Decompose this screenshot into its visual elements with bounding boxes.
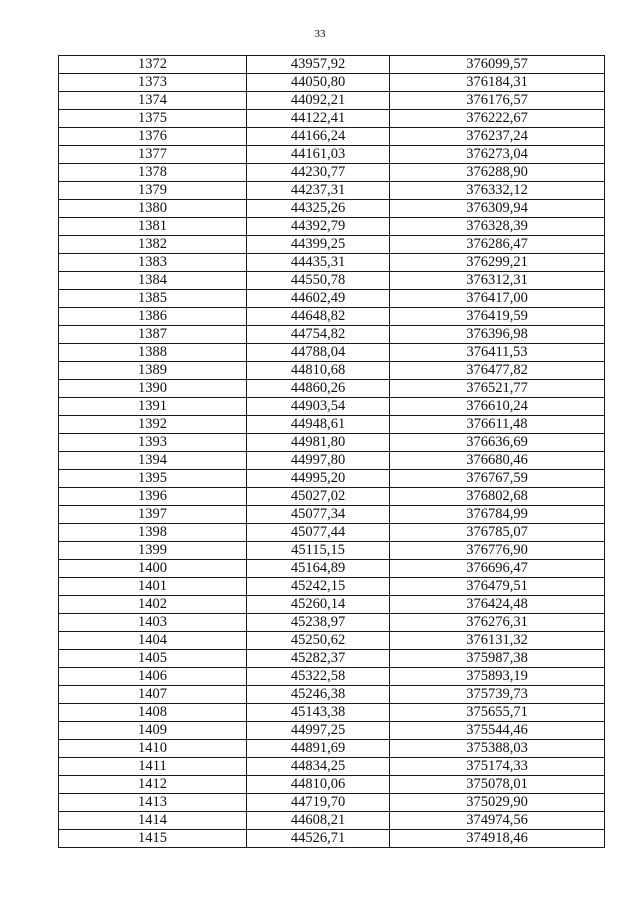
table-row bbox=[59, 506, 605, 524]
table-row bbox=[59, 722, 605, 740]
point-number-cell: 1411 bbox=[59, 758, 247, 776]
y-coordinate-cell: 376680,46 bbox=[390, 452, 605, 470]
x-coordinate-cell: 44754,82 bbox=[247, 326, 390, 344]
point-number-cell: 1413 bbox=[59, 794, 247, 812]
point-number-cell: 1381 bbox=[59, 218, 247, 236]
table-row bbox=[59, 416, 605, 434]
y-coordinate-cell: 376309,94 bbox=[390, 200, 605, 218]
x-coordinate-cell: 45260,14 bbox=[247, 596, 390, 614]
coordinates-table bbox=[58, 55, 605, 848]
table-row bbox=[59, 380, 605, 398]
point-number-cell: 1387 bbox=[59, 326, 247, 344]
y-coordinate-cell: 376288,90 bbox=[390, 164, 605, 182]
y-coordinate-cell: 376276,31 bbox=[390, 614, 605, 632]
x-coordinate-cell: 44997,80 bbox=[247, 452, 390, 470]
table-row bbox=[59, 632, 605, 650]
table-row bbox=[59, 524, 605, 542]
y-coordinate-cell: 375078,01 bbox=[390, 776, 605, 794]
x-coordinate-cell: 44526,71 bbox=[247, 830, 390, 848]
point-number-cell: 1403 bbox=[59, 614, 247, 632]
point-number-cell: 1397 bbox=[59, 506, 247, 524]
x-coordinate-cell: 44122,41 bbox=[247, 110, 390, 128]
y-coordinate-cell: 376286,47 bbox=[390, 236, 605, 254]
table-row bbox=[59, 434, 605, 452]
x-coordinate-cell: 44995,20 bbox=[247, 470, 390, 488]
y-coordinate-cell: 376131,32 bbox=[390, 632, 605, 650]
x-coordinate-cell: 45282,37 bbox=[247, 650, 390, 668]
y-coordinate-cell: 376184,31 bbox=[390, 74, 605, 92]
table-row bbox=[59, 128, 605, 146]
x-coordinate-cell: 44092,21 bbox=[247, 92, 390, 110]
x-coordinate-cell: 44050,80 bbox=[247, 74, 390, 92]
table-row bbox=[59, 146, 605, 164]
y-coordinate-cell: 376767,59 bbox=[390, 470, 605, 488]
point-number-cell: 1400 bbox=[59, 560, 247, 578]
y-coordinate-cell: 376237,24 bbox=[390, 128, 605, 146]
point-number-cell: 1386 bbox=[59, 308, 247, 326]
point-number-cell: 1399 bbox=[59, 542, 247, 560]
page-number: 33 bbox=[314, 28, 326, 40]
table-row bbox=[59, 542, 605, 560]
x-coordinate-cell: 43957,92 bbox=[247, 56, 390, 74]
y-coordinate-cell: 374974,56 bbox=[390, 812, 605, 830]
x-coordinate-cell: 44719,70 bbox=[247, 794, 390, 812]
table-row bbox=[59, 326, 605, 344]
point-number-cell: 1407 bbox=[59, 686, 247, 704]
y-coordinate-cell: 376328,39 bbox=[390, 218, 605, 236]
point-number-cell: 1372 bbox=[59, 56, 247, 74]
table-row bbox=[59, 362, 605, 380]
point-number-cell: 1376 bbox=[59, 128, 247, 146]
x-coordinate-cell: 44237,31 bbox=[247, 182, 390, 200]
y-coordinate-cell: 375388,03 bbox=[390, 740, 605, 758]
point-number-cell: 1380 bbox=[59, 200, 247, 218]
table-row bbox=[59, 74, 605, 92]
x-coordinate-cell: 44399,25 bbox=[247, 236, 390, 254]
x-coordinate-cell: 44230,77 bbox=[247, 164, 390, 182]
table-row bbox=[59, 110, 605, 128]
table-row bbox=[59, 272, 605, 290]
x-coordinate-cell: 44392,79 bbox=[247, 218, 390, 236]
point-number-cell: 1412 bbox=[59, 776, 247, 794]
y-coordinate-cell: 376332,12 bbox=[390, 182, 605, 200]
table-row bbox=[59, 776, 605, 794]
x-coordinate-cell: 45077,44 bbox=[247, 524, 390, 542]
x-coordinate-cell: 44550,78 bbox=[247, 272, 390, 290]
table-row bbox=[59, 92, 605, 110]
point-number-cell: 1398 bbox=[59, 524, 247, 542]
table-row bbox=[59, 812, 605, 830]
point-number-cell: 1408 bbox=[59, 704, 247, 722]
x-coordinate-cell: 44161,03 bbox=[247, 146, 390, 164]
x-coordinate-cell: 44834,25 bbox=[247, 758, 390, 776]
table-row bbox=[59, 452, 605, 470]
point-number-cell: 1374 bbox=[59, 92, 247, 110]
table-row bbox=[59, 740, 605, 758]
point-number-cell: 1402 bbox=[59, 596, 247, 614]
y-coordinate-cell: 376776,90 bbox=[390, 542, 605, 560]
table-row bbox=[59, 218, 605, 236]
table-row bbox=[59, 578, 605, 596]
table-row bbox=[59, 668, 605, 686]
table-row bbox=[59, 164, 605, 182]
table-row bbox=[59, 344, 605, 362]
table-row bbox=[59, 182, 605, 200]
x-coordinate-cell: 44608,21 bbox=[247, 812, 390, 830]
y-coordinate-cell: 375544,46 bbox=[390, 722, 605, 740]
x-coordinate-cell: 45322,58 bbox=[247, 668, 390, 686]
y-coordinate-cell: 375029,90 bbox=[390, 794, 605, 812]
point-number-cell: 1378 bbox=[59, 164, 247, 182]
x-coordinate-cell: 45250,62 bbox=[247, 632, 390, 650]
point-number-cell: 1393 bbox=[59, 434, 247, 452]
point-number-cell: 1382 bbox=[59, 236, 247, 254]
y-coordinate-cell: 375174,33 bbox=[390, 758, 605, 776]
point-number-cell: 1404 bbox=[59, 632, 247, 650]
y-coordinate-cell: 375655,71 bbox=[390, 704, 605, 722]
y-coordinate-cell: 376785,07 bbox=[390, 524, 605, 542]
table-row bbox=[59, 398, 605, 416]
y-coordinate-cell: 376784,99 bbox=[390, 506, 605, 524]
x-coordinate-cell: 44810,06 bbox=[247, 776, 390, 794]
table-row bbox=[59, 254, 605, 272]
point-number-cell: 1405 bbox=[59, 650, 247, 668]
y-coordinate-cell: 376477,82 bbox=[390, 362, 605, 380]
x-coordinate-cell: 45027,02 bbox=[247, 488, 390, 506]
y-coordinate-cell: 376610,24 bbox=[390, 398, 605, 416]
table-row bbox=[59, 560, 605, 578]
y-coordinate-cell: 376411,53 bbox=[390, 344, 605, 362]
table-row bbox=[59, 830, 605, 848]
table-row bbox=[59, 704, 605, 722]
x-coordinate-cell: 45246,38 bbox=[247, 686, 390, 704]
table-row bbox=[59, 470, 605, 488]
point-number-cell: 1388 bbox=[59, 344, 247, 362]
table-row bbox=[59, 686, 605, 704]
table-row bbox=[59, 650, 605, 668]
y-coordinate-cell: 376299,21 bbox=[390, 254, 605, 272]
y-coordinate-cell: 376479,51 bbox=[390, 578, 605, 596]
point-number-cell: 1409 bbox=[59, 722, 247, 740]
point-number-cell: 1377 bbox=[59, 146, 247, 164]
x-coordinate-cell: 44948,61 bbox=[247, 416, 390, 434]
y-coordinate-cell: 376424,48 bbox=[390, 596, 605, 614]
y-coordinate-cell: 376417,00 bbox=[390, 290, 605, 308]
table-row bbox=[59, 308, 605, 326]
table-row bbox=[59, 794, 605, 812]
table-row bbox=[59, 236, 605, 254]
x-coordinate-cell: 44997,25 bbox=[247, 722, 390, 740]
y-coordinate-cell: 376176,57 bbox=[390, 92, 605, 110]
y-coordinate-cell: 376636,69 bbox=[390, 434, 605, 452]
x-coordinate-cell: 44435,31 bbox=[247, 254, 390, 272]
y-coordinate-cell: 375739,73 bbox=[390, 686, 605, 704]
point-number-cell: 1392 bbox=[59, 416, 247, 434]
x-coordinate-cell: 45077,34 bbox=[247, 506, 390, 524]
y-coordinate-cell: 376312,31 bbox=[390, 272, 605, 290]
x-coordinate-cell: 45115,15 bbox=[247, 542, 390, 560]
x-coordinate-cell: 44860,26 bbox=[247, 380, 390, 398]
x-coordinate-cell: 45238,97 bbox=[247, 614, 390, 632]
y-coordinate-cell: 376696,47 bbox=[390, 560, 605, 578]
x-coordinate-cell: 44602,49 bbox=[247, 290, 390, 308]
table-row bbox=[59, 200, 605, 218]
x-coordinate-cell: 44648,82 bbox=[247, 308, 390, 326]
y-coordinate-cell: 374918,46 bbox=[390, 830, 605, 848]
point-number-cell: 1385 bbox=[59, 290, 247, 308]
point-number-cell: 1373 bbox=[59, 74, 247, 92]
point-number-cell: 1396 bbox=[59, 488, 247, 506]
y-coordinate-cell: 376611,48 bbox=[390, 416, 605, 434]
y-coordinate-cell: 376396,98 bbox=[390, 326, 605, 344]
table-row bbox=[59, 758, 605, 776]
x-coordinate-cell: 44788,04 bbox=[247, 344, 390, 362]
x-coordinate-cell: 44903,54 bbox=[247, 398, 390, 416]
table-row bbox=[59, 596, 605, 614]
point-number-cell: 1383 bbox=[59, 254, 247, 272]
point-number-cell: 1391 bbox=[59, 398, 247, 416]
point-number-cell: 1395 bbox=[59, 470, 247, 488]
x-coordinate-cell: 44325,26 bbox=[247, 200, 390, 218]
y-coordinate-cell: 376099,57 bbox=[390, 56, 605, 74]
point-number-cell: 1394 bbox=[59, 452, 247, 470]
x-coordinate-cell: 44981,80 bbox=[247, 434, 390, 452]
table-row bbox=[59, 56, 605, 74]
point-number-cell: 1410 bbox=[59, 740, 247, 758]
table-body bbox=[59, 56, 605, 848]
point-number-cell: 1415 bbox=[59, 830, 247, 848]
point-number-cell: 1375 bbox=[59, 110, 247, 128]
point-number-cell: 1384 bbox=[59, 272, 247, 290]
point-number-cell: 1379 bbox=[59, 182, 247, 200]
table-row bbox=[59, 290, 605, 308]
y-coordinate-cell: 375987,38 bbox=[390, 650, 605, 668]
point-number-cell: 1389 bbox=[59, 362, 247, 380]
x-coordinate-cell: 44810,68 bbox=[247, 362, 390, 380]
x-coordinate-cell: 45242,15 bbox=[247, 578, 390, 596]
x-coordinate-cell: 45164,89 bbox=[247, 560, 390, 578]
table-row bbox=[59, 614, 605, 632]
y-coordinate-cell: 376419,59 bbox=[390, 308, 605, 326]
y-coordinate-cell: 376273,04 bbox=[390, 146, 605, 164]
x-coordinate-cell: 44891,69 bbox=[247, 740, 390, 758]
y-coordinate-cell: 376222,67 bbox=[390, 110, 605, 128]
point-number-cell: 1401 bbox=[59, 578, 247, 596]
point-number-cell: 1406 bbox=[59, 668, 247, 686]
x-coordinate-cell: 45143,38 bbox=[247, 704, 390, 722]
point-number-cell: 1390 bbox=[59, 380, 247, 398]
table-row bbox=[59, 488, 605, 506]
y-coordinate-cell: 376521,77 bbox=[390, 380, 605, 398]
y-coordinate-cell: 376802,68 bbox=[390, 488, 605, 506]
y-coordinate-cell: 375893,19 bbox=[390, 668, 605, 686]
x-coordinate-cell: 44166,24 bbox=[247, 128, 390, 146]
point-number-cell: 1414 bbox=[59, 812, 247, 830]
